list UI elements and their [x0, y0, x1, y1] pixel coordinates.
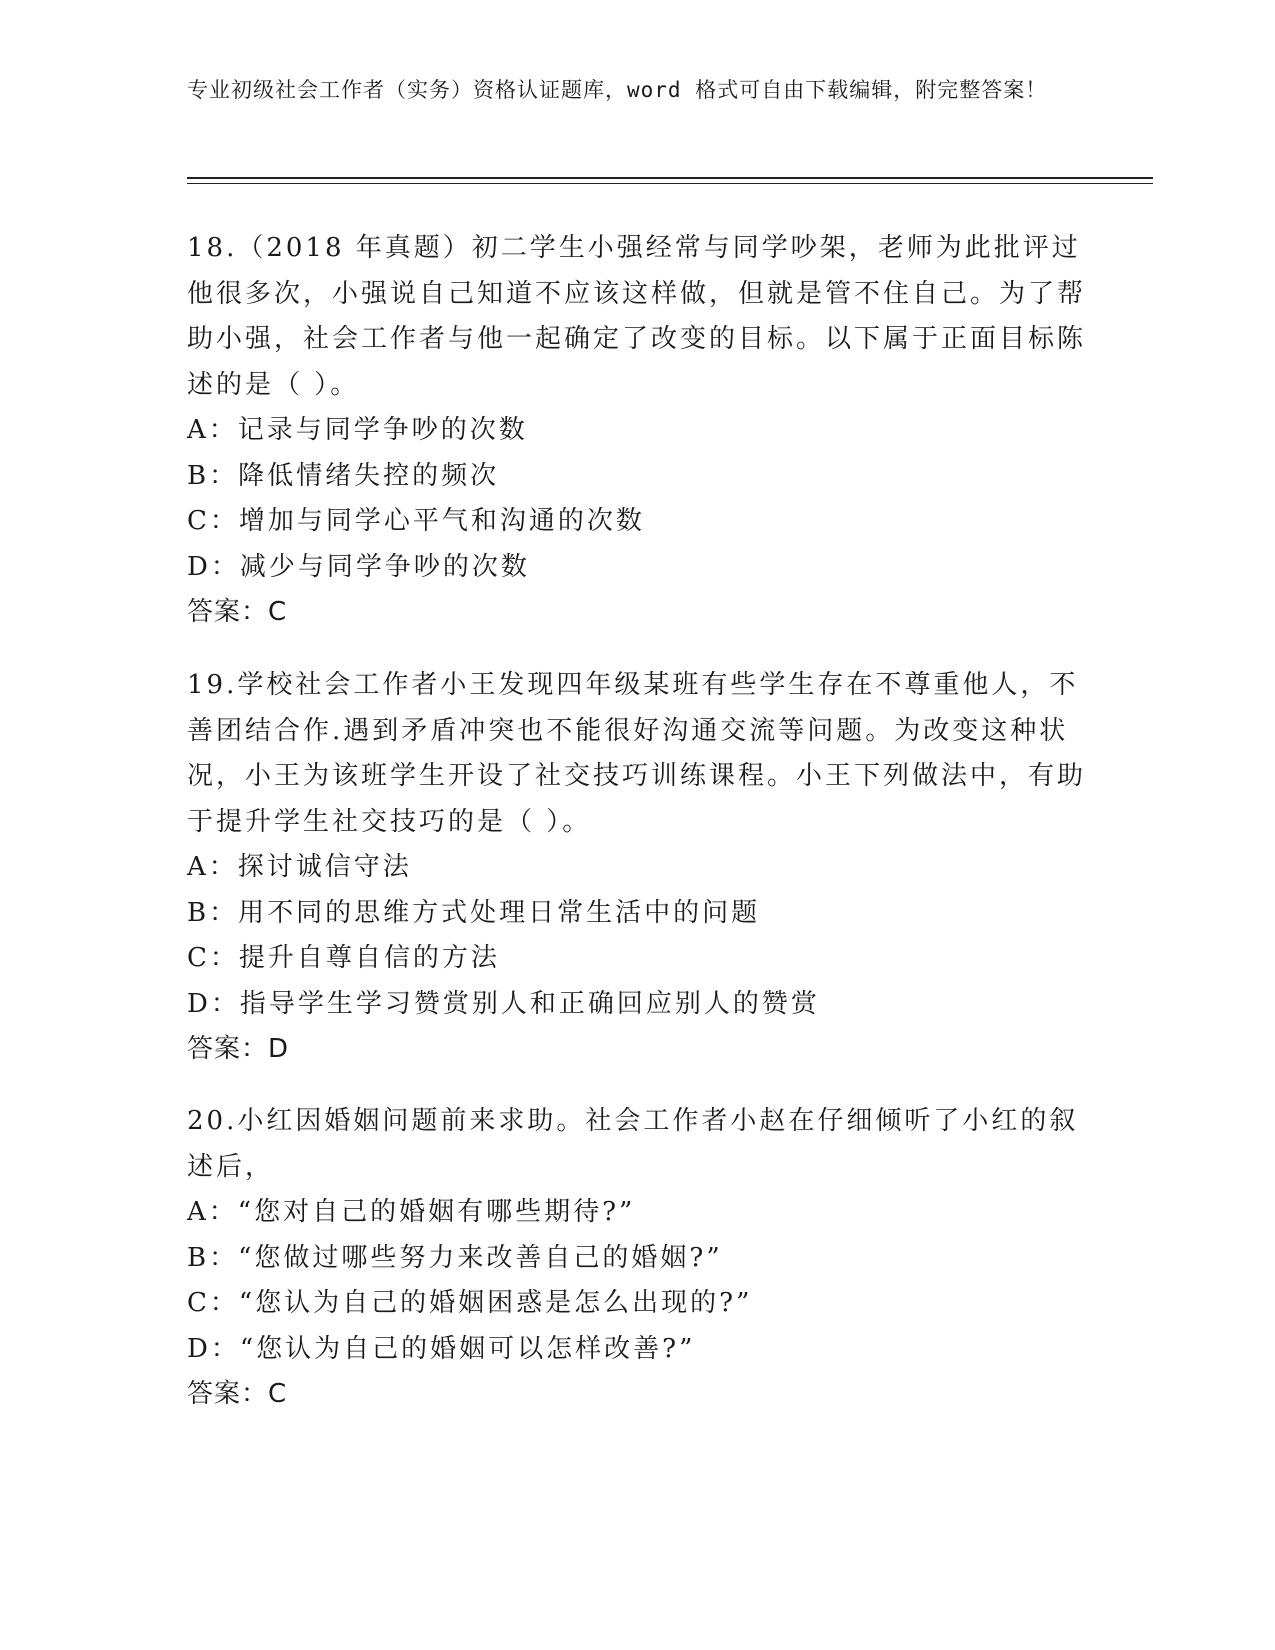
answer-value: C [268, 597, 288, 627]
answer-value: D [268, 1034, 290, 1064]
answer-line [187, 1027, 1087, 1073]
question-stem: 19.学校社会工作者小王发现四年级某班有些学生存在不尊重他人，不善团结合作.遇到矛盾冲突也不能很好沟通交流等问题。为改变这种状况，小王为该班学生开设了社交技巧训练课程。小王下列做法中，有助于提升学生社交技巧的是（ ）。 [187, 670, 1087, 837]
option-b: B：“您做过哪些努力来改善自己的婚姻?” [187, 1242, 723, 1273]
answer-label: 答案： [187, 1379, 269, 1409]
option-d: D：指导学生学习赞赏别人和正确回应别人的赞赏 [187, 988, 820, 1019]
header-divider-thin [187, 183, 1153, 184]
option-d: D：“您认为自己的婚姻可以怎样改善?” [187, 1333, 696, 1364]
answer-label: 答案： [187, 597, 269, 627]
header-divider-thick [187, 177, 1153, 179]
option-c: C：提升自尊自信的方法 [187, 943, 500, 973]
option-b: B：用不同的思维方式处理日常生活中的问题 [187, 897, 761, 928]
option-d: D：减少与同学争吵的次数 [187, 551, 530, 582]
question-stem: 20.小红因婚姻问题前来求助。社会工作者小赵在仔细倾听了小红的叙述后， [187, 1106, 1079, 1182]
answer-line [187, 590, 1087, 636]
answer-label: 答案： [187, 1034, 269, 1064]
answer-line [187, 1372, 1087, 1418]
option-b: B：降低情绪失控的频次 [187, 460, 500, 491]
option-c: C：增加与同学心平气和沟通的次数 [187, 506, 645, 536]
document-header: 专业初级社会工作者（实务）资格认证题库，word 格式可自由下载编辑，附完整答案！ [187, 78, 1048, 102]
question-19 [187, 663, 1087, 1073]
option-a: A：记录与同学争吵的次数 [187, 415, 528, 445]
option-a: A：探讨诚信守法 [187, 852, 412, 882]
question-stem: 18.（2018 年真题）初二学生小强经常与同学吵架，老师为此批评过他很多次，小强说自己知道不应该这样做，但就是管不住自己。为了帮助小强，社会工作者与他一起确定了改变的目标。以下属于正面目标陈述的是（ ）。 [187, 233, 1087, 400]
answer-value: C [268, 1379, 288, 1409]
question-18 [187, 226, 1087, 636]
option-a: A：“您对自己的婚姻有哪些期待?” [187, 1197, 636, 1227]
option-c: C：“您认为自己的婚姻困惑是怎么出现的?” [187, 1288, 753, 1318]
question-20 [187, 1099, 1087, 1418]
